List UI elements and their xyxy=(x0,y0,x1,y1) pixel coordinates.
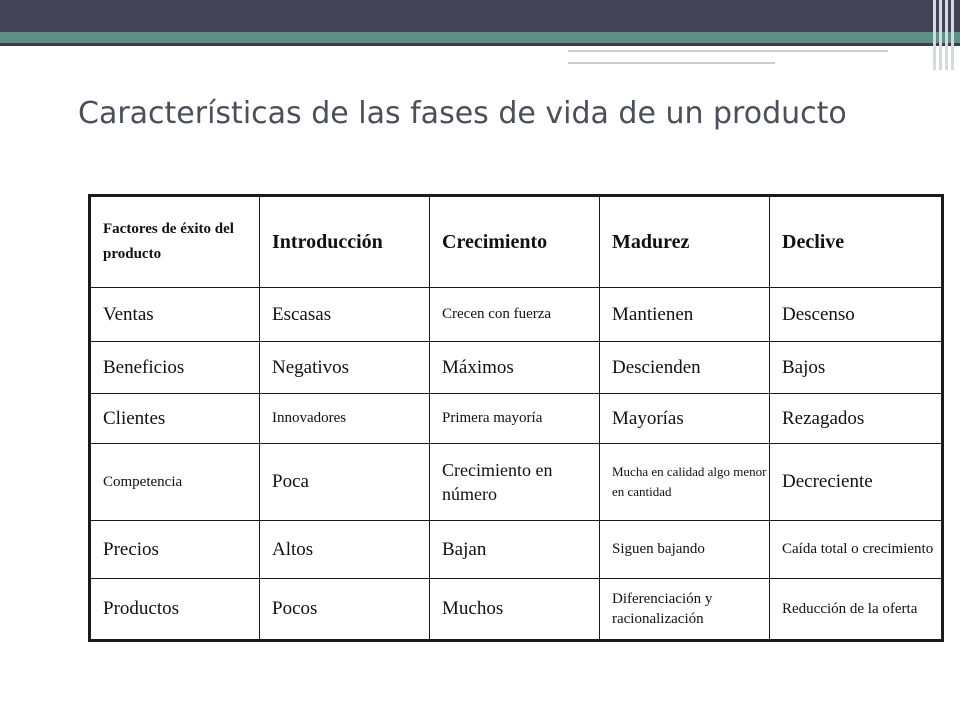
table-cell: Escasas xyxy=(260,288,430,342)
table-cell: Rezagados xyxy=(770,394,943,444)
table-cell: Caída total o crecimiento xyxy=(770,521,943,579)
table-cell: Muchos xyxy=(430,579,600,641)
table-row xyxy=(90,444,943,521)
table-cell: Competencia xyxy=(90,444,260,521)
table-cell: Poca xyxy=(260,444,430,521)
table-cell: Altos xyxy=(260,521,430,579)
table-cell: Decreciente xyxy=(770,444,943,521)
header-cell: Declive xyxy=(770,196,943,288)
table-row xyxy=(90,342,943,394)
header-cell: Introducción xyxy=(260,196,430,288)
table-cell: Siguen bajando xyxy=(600,521,770,579)
table-cell: Descenso xyxy=(770,288,943,342)
table-cell: Clientes xyxy=(90,394,260,444)
table-cell: Mucha en calidad algo menor en cantidad xyxy=(600,444,770,521)
header-cell: Crecimiento xyxy=(430,196,600,288)
table-cell: Crecen con fuerza xyxy=(430,288,600,342)
table-row xyxy=(90,394,943,444)
table-cell: Mayorías xyxy=(600,394,770,444)
table-cell: Primera mayoría xyxy=(430,394,600,444)
table-row xyxy=(90,579,943,641)
table-cell: Negativos xyxy=(260,342,430,394)
table-cell: Bajos xyxy=(770,342,943,394)
table-cell: Beneficios xyxy=(90,342,260,394)
table-cell: Descienden xyxy=(600,342,770,394)
table-cell: Máximos xyxy=(430,342,600,394)
table-cell: Ventas xyxy=(90,288,260,342)
header-cell: Madurez xyxy=(600,196,770,288)
decor-line xyxy=(568,62,775,64)
product-lifecycle-table xyxy=(88,194,944,642)
table-cell: Productos xyxy=(90,579,260,641)
header-band xyxy=(0,0,960,32)
slide-title: Características de las fases de vida de un producto xyxy=(78,96,847,131)
corner-decoration xyxy=(930,0,954,70)
table-row xyxy=(90,521,943,579)
table-cell: Bajan xyxy=(430,521,600,579)
table-cell: Reducción de la oferta xyxy=(770,579,943,641)
table-cell: Diferenciación y racionalización xyxy=(600,579,770,641)
table-cell: Innovadores xyxy=(260,394,430,444)
table-cell: Mantienen xyxy=(600,288,770,342)
table-header-row xyxy=(90,196,943,288)
header-accent-band xyxy=(0,32,960,43)
header-divider xyxy=(0,43,960,46)
table-cell: Pocos xyxy=(260,579,430,641)
table-row xyxy=(90,288,943,342)
table-cell: Crecimiento en número xyxy=(430,444,600,521)
decor-line xyxy=(568,50,888,52)
header-cell: Factores de éxito del producto xyxy=(90,196,260,288)
table-cell: Precios xyxy=(90,521,260,579)
